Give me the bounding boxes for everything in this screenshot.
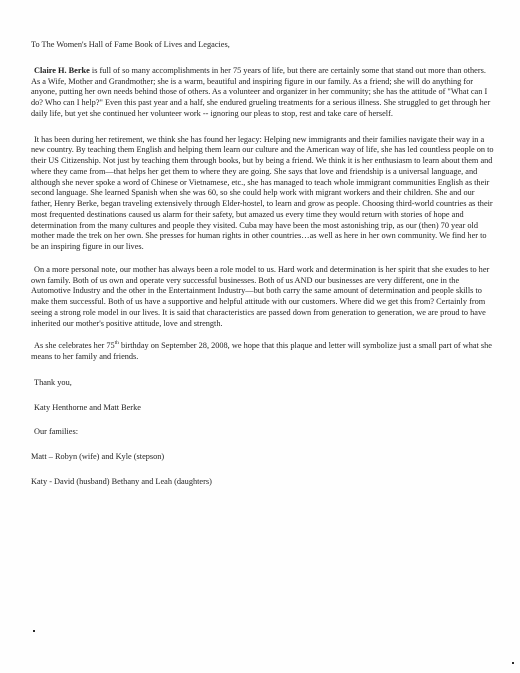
- scan-speck: [33, 630, 35, 632]
- paragraph-birthday: [31, 341, 495, 363]
- families-label: Our families:: [34, 427, 79, 437]
- scan-speck: [512, 662, 514, 664]
- paragraph-intro-text: is full of so many accomplishments in her 75 years of life, but there are certainly some that stand out more than others. As a Wife, Mother and Grandmother; she is a warm, beautiful and inspiring figure in our family. As a friend; she will do anything for anyone, putting her own needs behind those of others. As a volunteer and organizer in her community; she has the attitude of "What can I do? Who can I help?" Even this past year and a half, she endured grueling treatments for a serious illness. She struggled to get through her daily life, but yet she continued her volunteer work -- ignoring our pleas to stop, rest and take care of herself.: [31, 65, 491, 118]
- paragraph-legacy: It has been during her retirement, we think she has found her legacy: Helping new immigrants and their families navigate their way in a new country. By teaching them English and helping them learn our culture and the American way of life, she has led countless people on to their US Citizenship. Not just by teaching them through books, but by being a friend. We think it is her enthusiasm to learn about them and where they came from—that helps her get them to where they are going. She says that love and friendship is a universal language, and although she never spoke a word of Chinese or Vietnamese, etc., she has managed to teach whole immigrant communities English as their second language. She learned Spanish when she was 60, so she could help work with migrant workers and their children. She and our father, Henry Berke, began traveling extensively through Elder-hostel, to learn and grow as people. Choosing third-world countries as their most frequented destinations caused us alarm for their safety, but amazed us every time they would return with stories of hope and determination from the many cultures and people they visited. Cuba may have been the most astonishing trip, as our (then) 70 year old mother made the trek on her own. She presses for human rights in other countries…as well as here in her own community. We find her to be an inspiring figure in our lives.: [31, 134, 494, 251]
- birthday-text-after: birthday on September 28, 2008, we hope that this plaque and letter will symbolize just a small part of what she means to her family and friends.: [31, 341, 492, 361]
- ordinal-suffix: th: [114, 340, 119, 347]
- family-matt: Matt – Robyn (wife) and Kyle (stepson): [31, 452, 165, 461]
- closing: Thank you,: [34, 377, 72, 387]
- salutation: To The Women's Hall of Fame Book of Lives and Legacies,: [31, 40, 230, 49]
- signers: Katy Henthorne and Matt Berke: [34, 402, 141, 412]
- paragraph-intro: [31, 66, 495, 120]
- honoree-name: Claire H. Berke: [34, 65, 90, 75]
- paragraph-role-model: On a more personal note, our mother has always been a role model to us. Hard work and determination is her spirit that she exudes to her own family. Both of us own and operate very successful businesses. Both of us AND our businesses are very different, one in the Automotive Industry and the other in the Entertainment Industry—but both carry the same amount of determination and people skills to make them successful. Both of us have a supportive and helpful attitude with our customers. Where did we get this from? Certainly from seeing a strong role model in our lives. It is said that characteristics are passed down from generation to generation, we are proud to have inherited our mother's positive attitude, love and strength.: [31, 264, 490, 328]
- birthday-text-before: As she celebrates her 75: [34, 341, 115, 351]
- family-katy: Katy - David (husband) Bethany and Leah (daughters): [31, 476, 212, 486]
- letter-body: [31, 40, 495, 488]
